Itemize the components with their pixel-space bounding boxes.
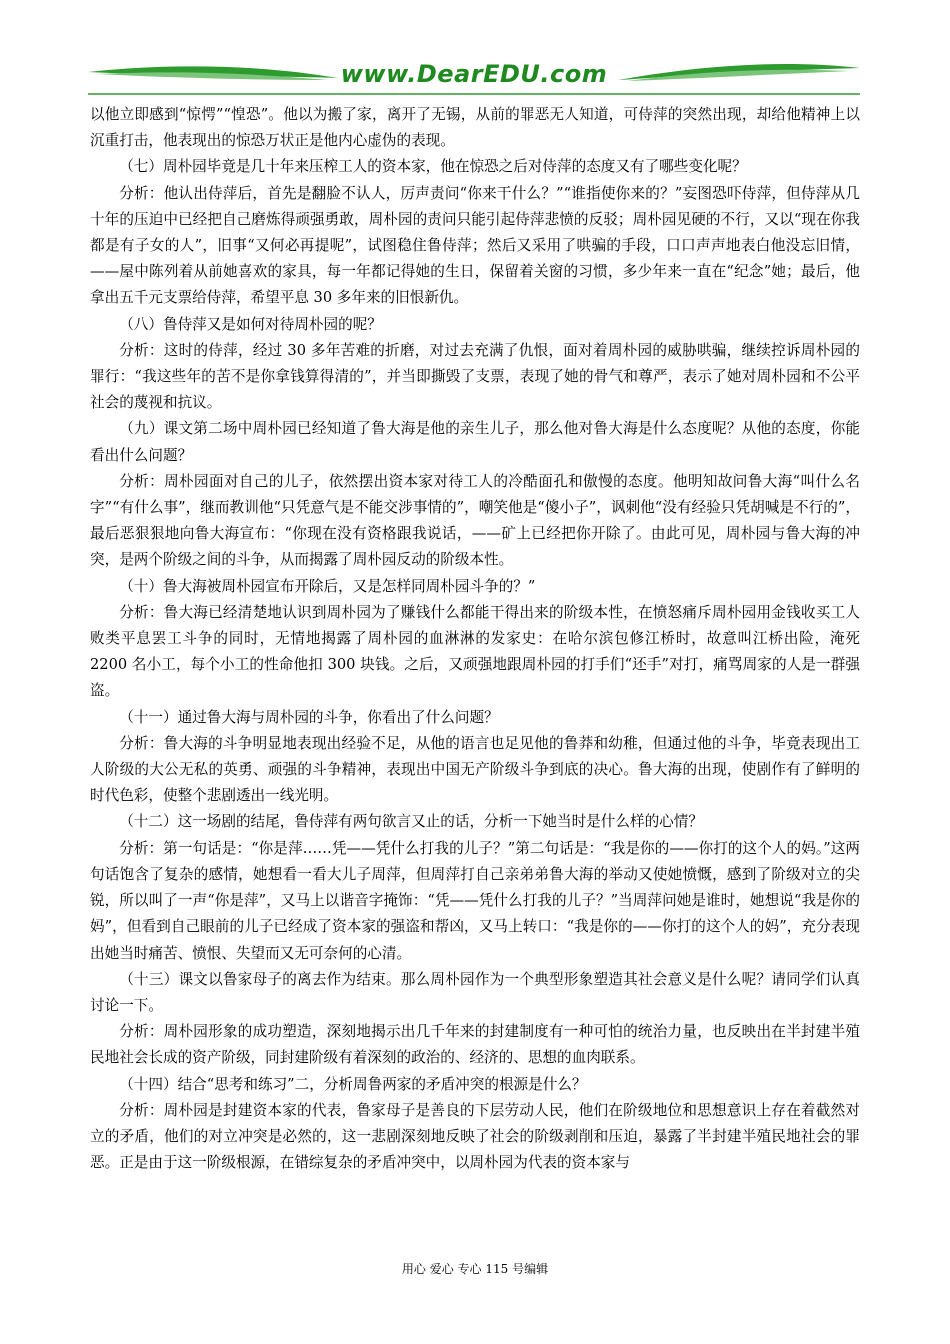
analysis-14: 分析：周朴园是封建资本家的代表，鲁家母子是善良的下层劳动人民，他们在阶级地位和思想意识上存在着截然对立的矛盾，他们的对立冲突是必然的，这一悲剧深刻地反映了社会的阶级剥削和压迫，暴露了半封建半殖民地社会的罪恶。正是由于这一阶级根源，在错综复杂的矛盾冲突中，以周朴园为代表的资本家与: [90, 1101, 860, 1172]
analysis-10: 分析：鲁大海已经清楚地认识到周朴园为了赚钱什么都能干得出来的阶级本性，在愤怒痛斥周朴园用金钱收买工人败类平息罢工斗争的同时，无情地揭露了周朴园的血淋淋的发家史：在哈尔滨包修江桥时，故意叫江桥出险，淹死 2200 名小工，每个小工的性命他扣 300 块钱。之后，又顽强地跟周朴园的打手们“还手”对打，痛骂周家的人是一群强盗。: [90, 603, 860, 700]
paragraph-continuation: 以他立即感到“惊愕”“惶恐”。他以为搬了家，离开了无锡，从前的罪恶无人知道，可侍萍的突然出现，却给他精神上以沉重打击，他表现出的惊恐万状正是他内心虚伪的表现。: [90, 106, 860, 150]
question-7: （七）周朴园毕竟是几十年来压榨工人的资本家，他在惊恐之后对侍萍的态度又有了哪些变化呢？: [119, 158, 747, 176]
analysis-12: 分析：第一句话是：“你是萍……凭——凭什么打我的儿子？”第二句话是：“我是你的——你打的这个人的妈。”这两句话饱含了复杂的感情，她想看一看大儿子周萍，但周萍打自己亲弟弟鲁大海的举动又使她愤慨，感到了阶级对立的尖锐，所以叫了一声“你是萍”，又马上以谐音字掩饰：“凭——凭什么打我的儿子？”当周萍问她是谁时，她想说“我是你的妈”，但看到自己眼前的儿子已经成了资本家的强盗和帮凶，又马上转口：“我是你的——你打的这个人的妈”，充分表现出她当时痛苦、愤恨、失望而又无可奈何的心清。: [90, 839, 860, 962]
analysis-11: 分析：鲁大海的斗争明显地表现出经验不足，从他的语言也足见他的鲁莽和幼稚，但通过他的斗争，毕竟表现出工人阶级的大公无私的英勇、顽强的斗争精神，表现出中国无产阶级斗争到底的决心。鲁大海的出现，使剧作有了鲜明的时代色彩，使整个悲剧透出一线光明。: [90, 734, 860, 805]
question-11: （十一）通过鲁大海与周朴园的斗争，你看出了什么问题？: [119, 708, 499, 726]
question-14: （十四）结合“思考和练习”二，分析周鲁两家的矛盾冲突的根源是什么？: [119, 1075, 587, 1093]
analysis-7: 分析：他认出侍萍后，首先是翻脸不认人，厉声责问“你来干什么？”“谁指使你来的？”妄图恐吓侍萍，但侍萍从几十年的压迫中已经把自己磨炼得顽强勇敢，周朴园的责问只能引起侍萍悲愤的反驳；周朴园见硬的不行，又以“现在你我都是有子女的人”，旧事“又何必再提呢”，试图稳住鲁侍萍；然后又采用了哄骗的手段，口口声声地表白他没忘旧情，——屋中陈列着从前她喜欢的家具，每一年都记得她的生日，保留着关窗的习惯，多少年来一直在“纪念”她；最后，他拿出五千元支票给侍萍，希望平息 30 多年来的旧恨新仇。: [90, 184, 860, 307]
question-10: （十）鲁大海被周朴园宣布开除后，又是怎样同周朴园斗争的？”: [119, 577, 536, 595]
page-footer: 用心 爱心 专心 115 号编辑: [401, 1262, 549, 1276]
question-8: （八）鲁侍萍又是如何对待周朴园的呢？: [119, 315, 382, 333]
question-13: （十三）课文以鲁家母子的离去作为结束。那么周朴园作为一个典型形象塑造其社会意义是什么呢？请同学们认真讨论一下。: [90, 970, 860, 1014]
analysis-13: 分析：周朴园形象的成功塑造，深刻地揭示出几千年来的封建制度有一种可怕的统治力量，也反映出在半封建半殖民地社会长成的资产阶级，同封建阶级有着深刻的政治的、经济的、思想的血肉联系。: [90, 1023, 860, 1067]
site-logo-text[interactable]: www.DearEDU.com: [340, 60, 608, 88]
question-12: （十二）这一场剧的结尾，鲁侍萍有两句欲言又止的话，分析一下她当时是什么样的心情？: [119, 813, 703, 831]
article-body: [90, 102, 860, 1176]
site-header: [88, 56, 860, 96]
analysis-9: 分析：周朴园面对自己的儿子，依然摆出资本家对待工人的冷酷面孔和傲慢的态度。他明知故问鲁大海“叫什么名字”“有什么事”，继而教训他“只凭意气是不能交涉事情的”，嘲笑他是“傻小子”，讽刺他“没有经验只凭胡喊是不行的”，最后恶狠狠地向鲁大海宣布：“你现在没有资格跟我说话，——矿上已经把你开除了。由此可见，周朴园与鲁大海的冲突，是两个阶级之间的斗争，从而揭露了周朴园反动的阶级本性。: [90, 472, 860, 569]
question-9: （九）课文第二场中周朴园已经知道了鲁大海是他的亲生儿子，那么他对鲁大海是什么态度呢？从他的态度，你能看出什么问题？: [90, 420, 860, 464]
analysis-8: 分析：这时的侍萍，经过 30 多年苦难的折磨，对过去充满了仇恨，面对着周朴园的威胁哄骗，继续控诉周朴园的罪行：“我这些年的苦不是你拿钱算得清的”，并当即撕毁了支票，表现了她的骨气和尊严，表示了她对周朴园和不公平社会的蔑视和抗议。: [90, 341, 860, 412]
